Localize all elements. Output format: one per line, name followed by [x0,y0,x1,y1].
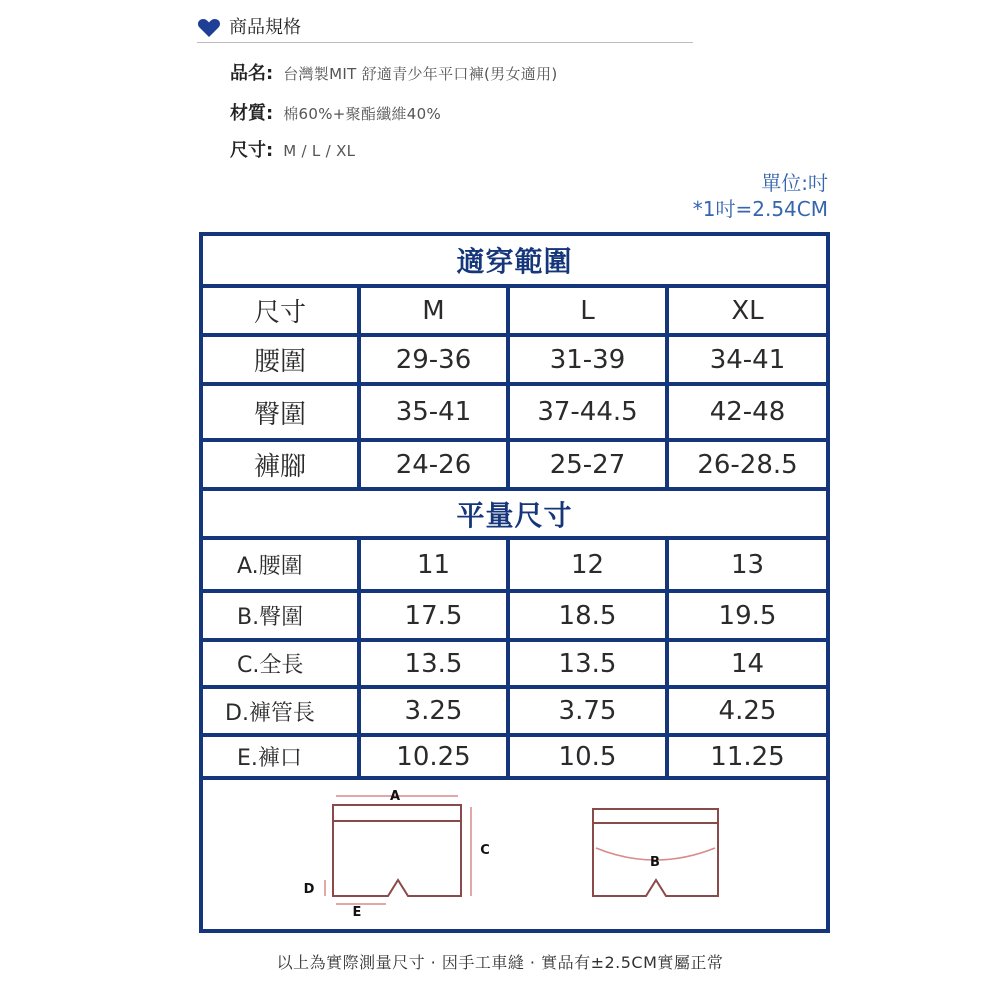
table-cell: 10.5 [510,737,665,776]
size-table [199,232,830,933]
flat-size-title: 平量尺寸 [203,491,826,536]
spec-label: 尺寸: [230,140,274,161]
spec-header-title: 商品規格 [229,17,301,38]
table-row [203,642,826,685]
table-cell: 31-39 [510,337,665,382]
spec-header [197,10,693,43]
table-cell: 11.25 [669,737,826,776]
table-row [203,593,826,638]
table-cell: 42-48 [669,386,826,438]
table-cell: 13.5 [361,642,506,685]
table-cell: 34-41 [669,337,826,382]
table-row [203,337,826,382]
table-cell: 37-44.5 [510,386,665,438]
label-c: C [480,843,490,858]
table-cell: 4.25 [669,689,826,733]
spec-label: 材質: [230,103,274,124]
front-shorts-outline [333,805,461,896]
label-a: A [389,789,401,804]
row-label: 腰圍 [203,337,357,382]
table-row [203,689,826,733]
label-d: D [303,882,315,897]
spec-value: M / L / XL [283,142,356,160]
table-cell: 11 [361,540,506,589]
table-cell: 10.25 [361,737,506,776]
footer-note: 以上為實際測量尺寸 · 因手工車縫 · 實品有±2.5CM實屬正常 [276,953,724,972]
table-cell: 24-26 [361,442,506,487]
spec-product-name [230,62,558,86]
table-cell: 17.5 [361,593,506,638]
spec-material [230,102,441,126]
flat-size-title-row [203,491,826,536]
row-label: D.褲管長 [203,689,357,733]
spec-value: 台灣製MIT 舒適青少年平口褲(男女適用) [283,65,558,83]
unit-note [693,170,828,222]
back-shorts-outline [593,809,718,896]
label-e: E [352,905,362,920]
table-cell: 13.5 [510,642,665,685]
table-row [203,540,826,589]
table-cell: 13 [669,540,826,589]
measurement-diagram [203,780,826,929]
size-header-cell: L [510,288,665,333]
heart-icon [197,18,221,38]
row-label: A.腰圍 [203,540,357,589]
table-cell: 25-27 [510,442,665,487]
table-cell: 35-41 [361,386,506,438]
table-cell: 3.75 [510,689,665,733]
label-b: B [650,855,660,870]
table-cell: 19.5 [669,593,826,638]
spec-value: 棉60%+聚酯纖維40% [283,105,442,123]
unit-line: 單位:吋 [761,171,828,195]
size-header-cell: 尺寸 [203,288,357,333]
row-label: E.褲口 [203,737,357,776]
wear-range-title: 適穿範圍 [203,236,826,284]
row-label: C.全長 [203,642,357,685]
table-row [203,386,826,438]
table-cell: 29-36 [361,337,506,382]
table-cell: 18.5 [510,593,665,638]
size-header-cell: XL [669,288,826,333]
unit-conversion: *1吋=2.54CM [692,197,828,221]
spec-label: 品名: [230,63,274,84]
row-label: 褲腳 [203,442,357,487]
spec-sizes [230,139,355,163]
table-row [203,737,826,776]
table-cell: 14 [669,642,826,685]
wear-range-title-row [203,236,826,284]
table-cell: 3.25 [361,689,506,733]
table-cell: 26-28.5 [669,442,826,487]
shorts-diagram-svg [203,780,826,929]
table-row [203,442,826,487]
size-header-cell: M [361,288,506,333]
row-label: B.臀圍 [203,593,357,638]
row-label: 臀圍 [203,386,357,438]
table-cell: 12 [510,540,665,589]
size-header-row [203,288,826,333]
